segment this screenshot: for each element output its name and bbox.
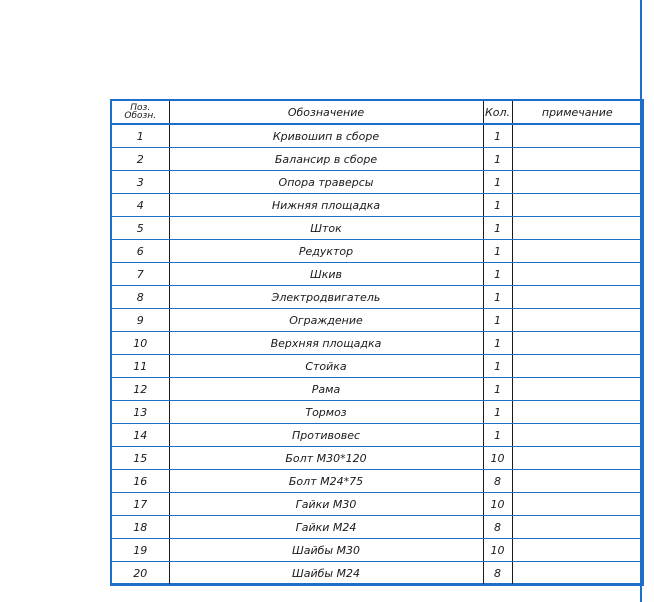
row-position: 8 bbox=[111, 286, 169, 309]
table-row bbox=[111, 263, 643, 286]
row-quantity: 1 bbox=[483, 286, 512, 309]
table-row bbox=[111, 378, 643, 401]
table-row bbox=[111, 217, 643, 240]
table-row bbox=[111, 562, 643, 586]
table-row bbox=[111, 355, 643, 378]
row-note bbox=[512, 562, 643, 586]
row-designation: Электродвигатель bbox=[169, 286, 483, 309]
row-position: 2 bbox=[111, 148, 169, 171]
row-designation: Ограждение bbox=[169, 309, 483, 332]
row-quantity: 8 bbox=[483, 470, 512, 493]
row-note bbox=[512, 355, 643, 378]
row-position: 13 bbox=[111, 401, 169, 424]
table-row bbox=[111, 171, 643, 194]
header-quantity: Кол. bbox=[483, 100, 512, 124]
row-designation: Балансир в сборе bbox=[169, 148, 483, 171]
table-row bbox=[111, 194, 643, 217]
table-row bbox=[111, 309, 643, 332]
row-note bbox=[512, 401, 643, 424]
row-position: 15 bbox=[111, 447, 169, 470]
row-note bbox=[512, 424, 643, 447]
table-row bbox=[111, 424, 643, 447]
table-row bbox=[111, 332, 643, 355]
row-position: 7 bbox=[111, 263, 169, 286]
row-position: 3 bbox=[111, 171, 169, 194]
row-note bbox=[512, 516, 643, 539]
row-quantity: 8 bbox=[483, 562, 512, 586]
row-designation: Редуктор bbox=[169, 240, 483, 263]
row-position: 18 bbox=[111, 516, 169, 539]
table-row bbox=[111, 447, 643, 470]
row-note bbox=[512, 171, 643, 194]
row-note bbox=[512, 240, 643, 263]
row-position: 17 bbox=[111, 493, 169, 516]
header-note: примечание bbox=[512, 100, 643, 124]
row-designation: Шайбы М24 bbox=[169, 562, 483, 586]
row-position: 19 bbox=[111, 539, 169, 562]
row-designation: Верхняя площадка bbox=[169, 332, 483, 355]
table-row bbox=[111, 516, 643, 539]
row-position: 5 bbox=[111, 217, 169, 240]
row-quantity: 1 bbox=[483, 332, 512, 355]
row-position: 10 bbox=[111, 332, 169, 355]
row-designation: Болт М30*120 bbox=[169, 447, 483, 470]
row-quantity: 1 bbox=[483, 355, 512, 378]
row-note bbox=[512, 194, 643, 217]
row-designation: Гайки М30 bbox=[169, 493, 483, 516]
table-row bbox=[111, 148, 643, 171]
table-row bbox=[111, 401, 643, 424]
row-quantity: 10 bbox=[483, 493, 512, 516]
table-body bbox=[111, 124, 643, 585]
header-position bbox=[111, 100, 169, 124]
row-designation: Противовес bbox=[169, 424, 483, 447]
row-note bbox=[512, 539, 643, 562]
table-header-row bbox=[111, 100, 643, 124]
row-note bbox=[512, 378, 643, 401]
row-position: 20 bbox=[111, 562, 169, 586]
row-position: 11 bbox=[111, 355, 169, 378]
row-designation: Тормоз bbox=[169, 401, 483, 424]
row-quantity: 10 bbox=[483, 447, 512, 470]
row-quantity: 8 bbox=[483, 516, 512, 539]
row-designation: Рама bbox=[169, 378, 483, 401]
row-note bbox=[512, 447, 643, 470]
row-designation: Шайбы М30 bbox=[169, 539, 483, 562]
row-note bbox=[512, 286, 643, 309]
row-quantity: 1 bbox=[483, 309, 512, 332]
row-position: 6 bbox=[111, 240, 169, 263]
row-designation: Кривошип в сборе bbox=[169, 124, 483, 148]
row-note bbox=[512, 217, 643, 240]
header-position-line1: Поз. bbox=[130, 103, 151, 113]
row-quantity: 10 bbox=[483, 539, 512, 562]
row-note bbox=[512, 332, 643, 355]
row-designation: Гайки М24 bbox=[169, 516, 483, 539]
table-row bbox=[111, 240, 643, 263]
row-designation: Шток bbox=[169, 217, 483, 240]
row-quantity: 1 bbox=[483, 194, 512, 217]
row-position: 4 bbox=[111, 194, 169, 217]
table-row bbox=[111, 286, 643, 309]
row-note bbox=[512, 493, 643, 516]
row-designation: Стойка bbox=[169, 355, 483, 378]
row-designation: Болт М24*75 bbox=[169, 470, 483, 493]
table-row bbox=[111, 539, 643, 562]
row-position: 12 bbox=[111, 378, 169, 401]
row-quantity: 1 bbox=[483, 240, 512, 263]
row-quantity: 1 bbox=[483, 378, 512, 401]
row-quantity: 1 bbox=[483, 424, 512, 447]
row-note bbox=[512, 470, 643, 493]
table-row bbox=[111, 493, 643, 516]
row-position: 1 bbox=[111, 124, 169, 148]
header-designation: Обозначение bbox=[169, 100, 483, 124]
row-quantity: 1 bbox=[483, 263, 512, 286]
specification-table bbox=[110, 99, 644, 586]
row-designation: Шкив bbox=[169, 263, 483, 286]
row-note bbox=[512, 124, 643, 148]
row-designation: Опора траверсы bbox=[169, 171, 483, 194]
row-position: 14 bbox=[111, 424, 169, 447]
table-row bbox=[111, 124, 643, 148]
row-position: 9 bbox=[111, 309, 169, 332]
row-quantity: 1 bbox=[483, 124, 512, 148]
row-note bbox=[512, 309, 643, 332]
row-quantity: 1 bbox=[483, 217, 512, 240]
row-note bbox=[512, 263, 643, 286]
row-position: 16 bbox=[111, 470, 169, 493]
row-quantity: 1 bbox=[483, 171, 512, 194]
row-quantity: 1 bbox=[483, 401, 512, 424]
row-note bbox=[512, 148, 643, 171]
row-designation: Нижняя площадка bbox=[169, 194, 483, 217]
header-position-line2: Обозн. bbox=[124, 111, 157, 121]
row-quantity: 1 bbox=[483, 148, 512, 171]
table-row bbox=[111, 470, 643, 493]
